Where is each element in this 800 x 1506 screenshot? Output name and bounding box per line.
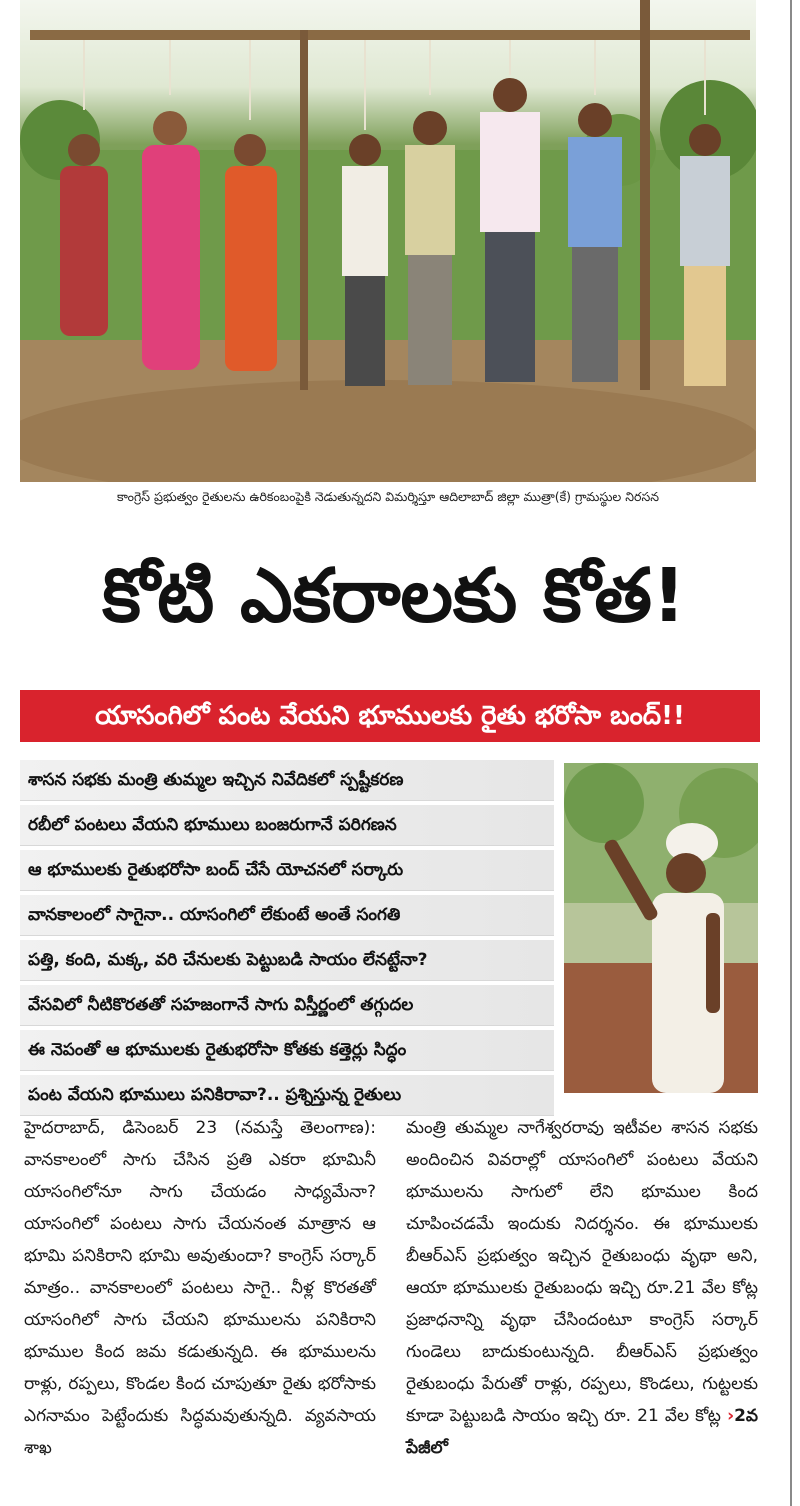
protest-photo (20, 0, 756, 482)
article-text-right (406, 1112, 758, 1464)
continued-arrow-icon: › (727, 1406, 735, 1426)
highlight-item: వానకాలంలో సాగైనా.. యాసంగిలో లేకుంటే అంతే సంగతి (20, 895, 554, 936)
highlight-item: రబీలో పంటలు వేయని భూములు బంజరుగానే పరిగణన (20, 805, 554, 846)
highlight-item: ఆ భూములకు రైతుభరోసా బంద్ చేసే యోచనలో సర్కారు (20, 850, 554, 891)
highlight-item: శాసన సభకు మంత్రి తుమ్మల ఇచ్చిన నివేదికలో స్పష్టీకరణ (20, 760, 554, 801)
protest-photo-illustration (20, 0, 756, 482)
article-column-left (24, 1112, 376, 1464)
highlight-item: పంట వేయని భూములు పనికిరావా?.. ప్రశ్నిస్తున్న రైతులు (20, 1075, 554, 1116)
article-text-right-body: మంత్రి తుమ్మల నాగేశ్వరరావు ఇటీవల శాసన సభకు అందించిన వివరాల్లో యాసంగిలో పంటలు వేయని భూములను సాగులో లేని భూముల కింద చూపించడమే ఇందుకు నిదర్శనం. ఈ భూములకు బీఆర్ఎస్ ప్రభుత్వం ఇచ్చిన రైతుబంధు వృథా అని, ఆయా భూములకు రైతుబంధు ఇచ్చి రూ.21 వేల కోట్ల ప్రజాధనాన్ని వృథా చేసిందంటూ కాంగ్రెస్ సర్కార్ గుండెలు బాదుకుంటున్నది. బీఆర్ఎస్ ప్రభుత్వం రైతుబంధు పేరుతో రాళ్లు, రప్పలు, కొండలు, గుట్టలకు కూడా పెట్టుబడి సాయం ఇచ్చి రూ. 21 వేల కోట్ల (406, 1118, 758, 1426)
farmer-photo-illustration (564, 763, 758, 1093)
farmer-photo (564, 763, 758, 1093)
highlight-item: వేసవిలో నీటికొరతతో సహజంగానే సాగు విస్తీర్ణంలో తగ్గుదల (20, 985, 554, 1026)
continued-on-page-link[interactable]: 2వ పేజీలో (406, 1406, 759, 1458)
article-column-right (406, 1112, 758, 1464)
photo-caption: కాంగ్రెస్ ప్రభుత్వం రైతులను ఉరికంబంపైకి నెడుతున్నదని విమర్శిస్తూ ఆదిలాబాద్ జిల్లా ముత్రా(కే) గ్రామస్థుల నిరసన (116, 489, 660, 504)
highlight-item: పత్తి, కంది, మక్క, వరి చేనులకు పెట్టుబడి సాయం లేనట్టేనా? (20, 940, 554, 981)
highlight-item: ఈ నెపంతో ఆ భూములకు రైతుభరోసా కోతకు కత్తెర్లు సిద్ధం (20, 1030, 554, 1071)
article-text-left: హైదరాబాద్, డిసెంబర్ 23 (నమస్తే తెలంగాణ): వానకాలంలో సాగు చేసిన ప్రతి ఎకరా భూమినీ యాసంగిలోనూ సాగు చేయడం సాధ్యమేనా? యాసంగిలో పంటలు సాగు చేయనంత మాత్రాన ఆ భూమి పనికిరాని భూమి అవుతుందా? కాంగ్రెస్ సర్కార్ మాత్రం.. వానకాలంలో పంటలు సాగై.. నీళ్ల కొరతతో యాసంగిలో సాగు చేయని భూములను పనికిరాని భూముల కింద జమ కడుతున్నది. ఈ భూములను రాళ్లు, రప్పలు, కొండల కింద చూపుతూ రైతు భరోసాకు ఎగనామం పెట్టేందుకు సిద్ధమవుతున్నది. వ్యవసాయ శాఖ (24, 1118, 376, 1458)
column-divider (790, 0, 792, 1506)
highlights-list (20, 760, 554, 1120)
sub-headline-banner: యాసంగిలో పంట వేయని భూములకు రైతు భరోసా బంద్!! (20, 690, 760, 742)
headline: కోటి ఎకరాలకు కోత! (102, 553, 686, 639)
